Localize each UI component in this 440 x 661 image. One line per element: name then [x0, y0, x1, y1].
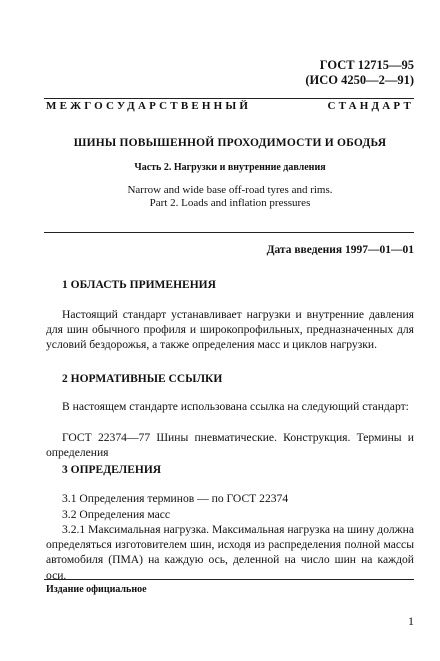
gost-number: ГОСТ 12715—95: [319, 58, 414, 72]
bottom-divider: [44, 579, 414, 580]
english-title-line-2: Part 2. Loads and inflation pressures: [149, 197, 311, 209]
section-3-p3: 3.2.1 Максимальная нагрузка. Максимальная нагрузка на шину должна определяться изготовителем шин, исходя из распределения полной массы автомобиля (ПМА) на каждую ось, деленной на число шин на каждой оси.: [46, 523, 414, 582]
section-2-text-2: ГОСТ 22374—77 Шины пневматические. Конструкция. Термины и определения: [46, 431, 414, 460]
official-edition-label: Издание официальное: [46, 584, 147, 595]
section-2-text-1: В настоящем стандарте использована ссылка на следующий стандарт:: [62, 400, 409, 413]
page-number: 1: [408, 614, 414, 628]
document-subtitle: Часть 2. Нагрузки и внутренние давления: [134, 162, 326, 173]
top-divider: [44, 98, 414, 99]
iso-number: (ИСО 4250—2—91): [305, 73, 414, 87]
standard-designation: [305, 58, 414, 88]
section-1-text: Настоящий стандарт устанавливает нагрузки и внутренние давления для шин обычного профиля и широкопрофильных, предназначенных для условий бездорожья, а также определения масс и циклов нагрузки.: [46, 308, 414, 352]
header-standard: СТАНДАРТ: [327, 100, 414, 112]
english-title-line-1: Narrow and wide base off-road tyres and rims.: [127, 184, 333, 196]
section-3-heading: 3 ОПРЕДЕЛЕНИЯ: [62, 464, 162, 476]
section-3-p1: 3.1 Определения терминов — по ГОСТ 22374: [62, 492, 289, 505]
header-interstate: МЕЖГОСУДАРСТВЕННЫЙ: [46, 100, 252, 112]
introduction-date: Дата введения 1997—01—01: [266, 244, 414, 256]
middle-divider: [44, 232, 414, 233]
document-title: ШИНЫ ПОВЫШЕННОЙ ПРОХОДИМОСТИ И ОБОДЬЯ: [73, 137, 387, 149]
english-title: [46, 184, 414, 210]
section-1-heading: 1 ОБЛАСТЬ ПРИМЕНЕНИЯ: [62, 279, 216, 291]
section-2-heading: 2 НОРМАТИВНЫЕ ССЫЛКИ: [62, 373, 223, 385]
section-3-p2: 3.2 Определения масс: [62, 508, 171, 521]
